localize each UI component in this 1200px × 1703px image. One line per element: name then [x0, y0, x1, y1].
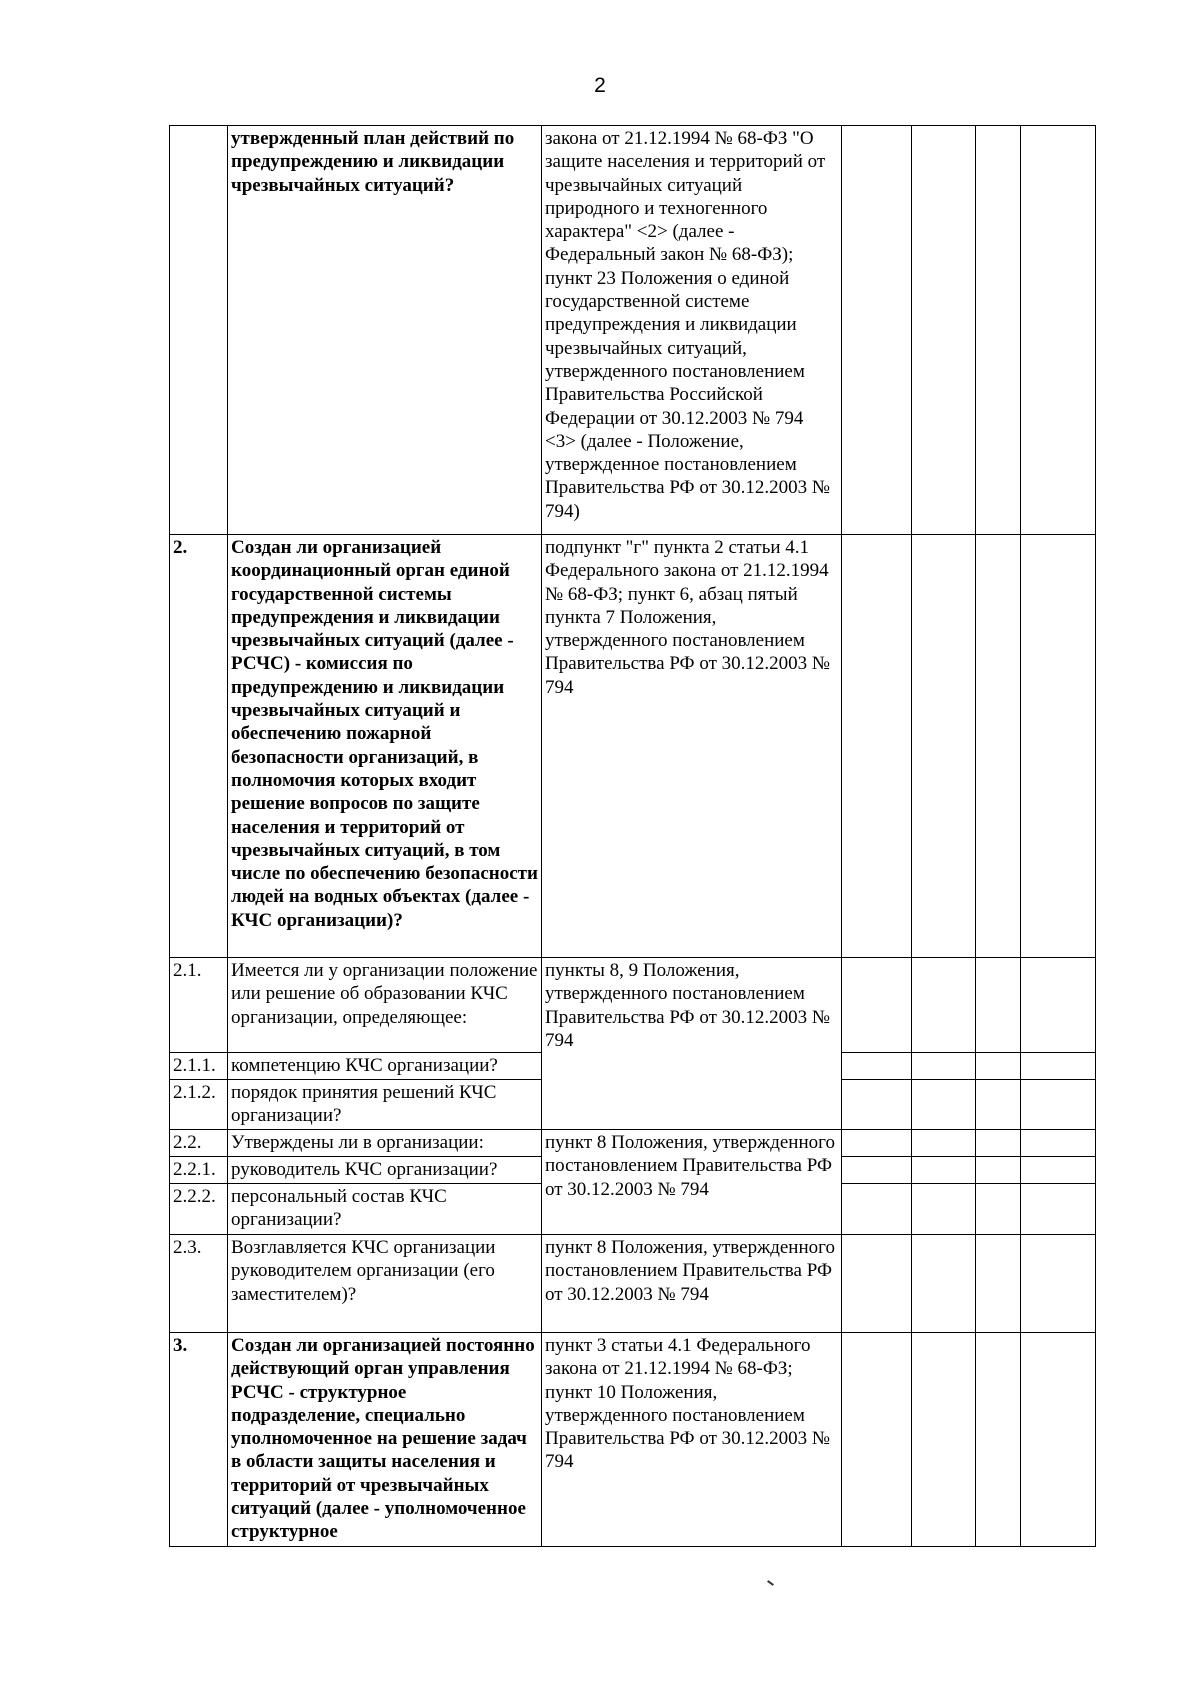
table-row	[170, 1130, 1096, 1157]
answer-na-cell[interactable]	[976, 126, 1021, 535]
answer-na-cell[interactable]	[976, 1080, 1021, 1130]
note-cell[interactable]	[1021, 535, 1096, 958]
scan-mark	[767, 1580, 774, 1586]
note-cell[interactable]	[1021, 1235, 1096, 1333]
item-legal-basis: закона от 21.12.1994 № 68-ФЗ "О защите населения и территорий от чрезвычайных ситуаций природного и техногенного характера" <2> (далее - Федеральный закон № 68-ФЗ); пункт 23 Положения о единой государственной системе предупреждения и ликвидации чрезвычайных ситуаций, утвержденного постановлением Правительства Российской Федерации от 30.12.2003 № 794 <3> (далее - Положение, утвержденное постановлением Правительства РФ от 30.12.2003 № 794)	[542, 126, 842, 535]
item-number: 2.1.1.	[170, 1053, 228, 1080]
answer-no-cell[interactable]	[912, 126, 976, 535]
page-number: 2	[594, 74, 606, 97]
item-question: Создан ли организацией координационный орган единой государственной системы предупреждения и ликвидации чрезвычайных ситуаций (далее - РСЧС) - комиссия по предупреждению и ликвидации чрезвычайных ситуаций и обеспечению пожарной безопасности организаций, в полномочия которых входит решение вопросов по защите населения и территорий от чрезвычайных ситуаций, в том числе по обеспечению безопасности людей на водных объектах (далее - КЧС организации)?	[228, 535, 542, 958]
answer-yes-cell[interactable]	[842, 535, 912, 958]
note-cell[interactable]	[1021, 1080, 1096, 1130]
item-legal-basis: пункты 8, 9 Положения, утвержденного постановлением Правительства РФ от 30.12.2003 № 794	[542, 958, 842, 1130]
answer-no-cell[interactable]	[912, 535, 976, 958]
answer-yes-cell[interactable]	[842, 1333, 912, 1547]
answer-yes-cell[interactable]	[842, 126, 912, 535]
answer-na-cell[interactable]	[976, 958, 1021, 1053]
item-question: Утверждены ли в организации:	[228, 1130, 542, 1157]
answer-na-cell[interactable]	[976, 1053, 1021, 1080]
note-cell[interactable]	[1021, 1053, 1096, 1080]
item-legal-basis: подпункт "г" пункта 2 статьи 4.1 Федерального закона от 21.12.1994 № 68-ФЗ; пункт 6, абзац пятый пункта 7 Положения, утвержденного постановлением Правительства РФ от 30.12.2003 № 794	[542, 535, 842, 958]
answer-no-cell[interactable]	[912, 1235, 976, 1333]
note-cell[interactable]	[1021, 1157, 1096, 1184]
item-legal-basis: пункт 8 Положения, утвержденного постановлением Правительства РФ от 30.12.2003 № 794	[542, 1235, 842, 1333]
note-cell[interactable]	[1021, 1130, 1096, 1157]
answer-no-cell[interactable]	[912, 1184, 976, 1235]
item-question: утвержденный план действий по предупреждению и ликвидации чрезвычайных ситуаций?	[228, 126, 542, 535]
table-row	[170, 1235, 1096, 1333]
checklist-table	[169, 125, 1096, 1547]
item-question: руководитель КЧС организации?	[228, 1157, 542, 1184]
answer-no-cell[interactable]	[912, 1080, 976, 1130]
item-question: Имеется ли у организации положение или решение об образовании КЧС организации, определяющее:	[228, 958, 542, 1053]
item-question: компетенцию КЧС организации?	[228, 1053, 542, 1080]
item-number: 2.2.	[170, 1130, 228, 1157]
answer-na-cell[interactable]	[976, 535, 1021, 958]
answer-no-cell[interactable]	[912, 1053, 976, 1080]
note-cell[interactable]	[1021, 126, 1096, 535]
answer-no-cell[interactable]	[912, 1130, 976, 1157]
note-cell[interactable]	[1021, 1333, 1096, 1547]
item-number	[170, 126, 228, 535]
item-number: 2.	[170, 535, 228, 958]
item-number: 2.1.2.	[170, 1080, 228, 1130]
note-cell[interactable]	[1021, 1184, 1096, 1235]
note-cell[interactable]	[1021, 958, 1096, 1053]
answer-na-cell[interactable]	[976, 1130, 1021, 1157]
item-question: Создан ли организацией постоянно действующий орган управления РСЧС - структурное подразделение, специально уполномоченное на решение задач в области защиты населения и территорий от чрезвычайных ситуаций (далее - уполномоченное структурное	[228, 1333, 542, 1547]
item-question: Возглавляется КЧС организации руководителем организации (его заместителем)?	[228, 1235, 542, 1333]
answer-no-cell[interactable]	[912, 1333, 976, 1547]
answer-no-cell[interactable]	[912, 1157, 976, 1184]
table-row	[170, 1333, 1096, 1547]
item-legal-basis: пункт 8 Положения, утвержденного постановлением Правительства РФ от 30.12.2003 № 794	[542, 1130, 842, 1235]
table-row	[170, 126, 1096, 535]
answer-yes-cell[interactable]	[842, 1080, 912, 1130]
item-question: персональный состав КЧС организации?	[228, 1184, 542, 1235]
answer-na-cell[interactable]	[976, 1333, 1021, 1547]
answer-yes-cell[interactable]	[842, 1157, 912, 1184]
item-number: 2.1.	[170, 958, 228, 1053]
answer-na-cell[interactable]	[976, 1235, 1021, 1333]
item-legal-basis: пункт 3 статьи 4.1 Федерального закона от 21.12.1994 № 68-ФЗ; пункт 10 Положения, утвержденного постановлением Правительства РФ от 30.12.2003 № 794	[542, 1333, 842, 1547]
answer-yes-cell[interactable]	[842, 1235, 912, 1333]
item-number: 3.	[170, 1333, 228, 1547]
answer-yes-cell[interactable]	[842, 1053, 912, 1080]
answer-no-cell[interactable]	[912, 958, 976, 1053]
item-number: 2.3.	[170, 1235, 228, 1333]
table-row	[170, 958, 1096, 1053]
answer-yes-cell[interactable]	[842, 958, 912, 1053]
answer-yes-cell[interactable]	[842, 1130, 912, 1157]
answer-na-cell[interactable]	[976, 1184, 1021, 1235]
answer-yes-cell[interactable]	[842, 1184, 912, 1235]
item-question: порядок принятия решений КЧС организации?	[228, 1080, 542, 1130]
answer-na-cell[interactable]	[976, 1157, 1021, 1184]
item-number: 2.2.2.	[170, 1184, 228, 1235]
item-number: 2.2.1.	[170, 1157, 228, 1184]
table-row	[170, 535, 1096, 958]
